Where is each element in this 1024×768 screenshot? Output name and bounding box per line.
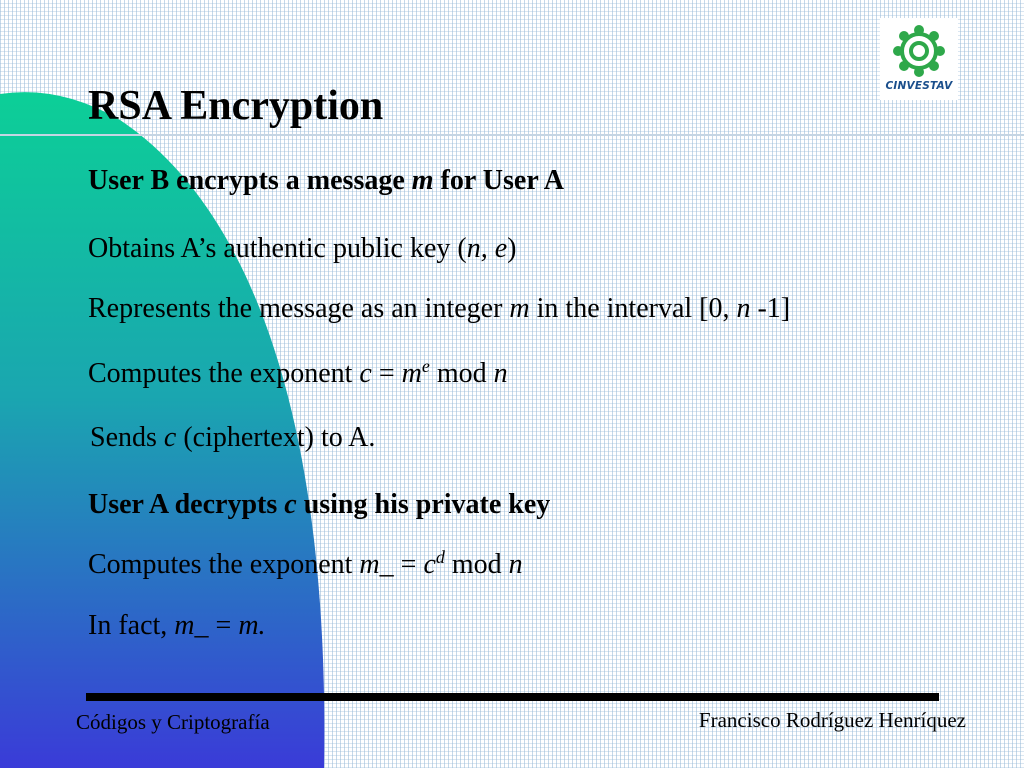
cinvestav-logo [880,18,958,100]
footer-divider [86,693,939,701]
decrypt-step-compute: Computes the exponent m_ = $c^d$ mod n [88,547,523,580]
logo-wordmark: CINVESTAV [885,80,953,92]
encrypt-step-obtain-key: Obtains A’s authentic public key (n, e) [88,233,517,264]
cinvestav-emblem-icon [880,18,958,80]
decrypt-heading: User A decrypts c using his private key [88,489,551,520]
title-divider [0,134,1024,136]
footer-author-name: Francisco Rodríguez Henríquez [698,708,966,732]
encrypt-step-send: Sends c (ciphertext) to A. [90,422,376,453]
decrypt-step-fact: In fact, m_ = m. [88,610,266,641]
encrypt-step-represent: Represents the message as an integer m in the interval [0, n -1] [88,293,791,324]
slide-title: RSA Encryption [88,83,384,129]
footer-course-name: Códigos y Criptografía [76,710,270,734]
encrypt-heading: User B encrypts a message m for User A [88,165,564,196]
encrypt-step-compute: Computes the exponent $c = m^e$ mod n [88,356,508,389]
